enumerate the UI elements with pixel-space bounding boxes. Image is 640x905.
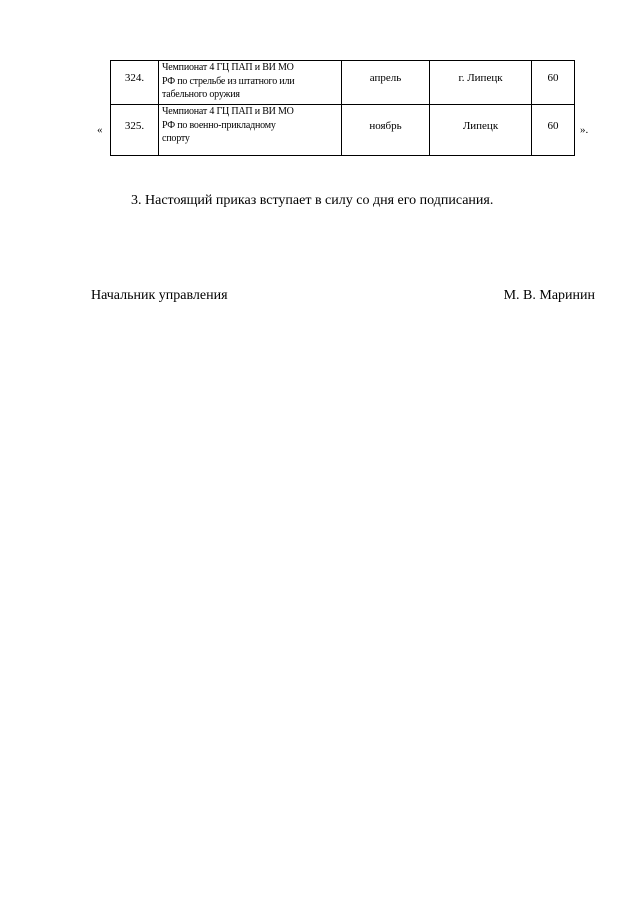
event-name-line: РФ по стрельбе из штатного или <box>162 75 295 87</box>
opening-quote-mark: « <box>97 124 103 136</box>
event-name <box>159 61 342 105</box>
row-number: 325. <box>111 105 159 156</box>
event-place: г. Липецк <box>430 61 532 105</box>
row-number: 324. <box>111 61 159 105</box>
signatory-name: М. В. Маринин <box>503 288 595 303</box>
table-row <box>111 61 575 105</box>
event-name-line: Чемпионат 4 ГЦ ПАП и ВИ МО <box>162 106 294 117</box>
participant-count: 60 <box>532 105 575 156</box>
event-name-line: спорту <box>162 133 190 144</box>
signatory-title: Начальник управления <box>91 288 228 303</box>
event-place: Липецк <box>430 105 532 156</box>
event-name-line: Чемпионат 4 ГЦ ПАП и ВИ МО <box>162 62 294 73</box>
event-name <box>159 105 342 156</box>
event-month: апрель <box>342 61 430 105</box>
participant-count: 60 <box>532 61 575 105</box>
closing-quote-mark: ». <box>580 124 589 136</box>
event-name-line: РФ по военно-прикладному <box>162 119 276 131</box>
event-name-line: табельного оружия <box>162 89 240 100</box>
table-row <box>111 105 575 156</box>
event-month: ноябрь <box>342 105 430 156</box>
clause-paragraph: 3. Настоящий приказ вступает в силу со дня его подписания. <box>131 193 494 208</box>
events-table <box>110 60 575 156</box>
